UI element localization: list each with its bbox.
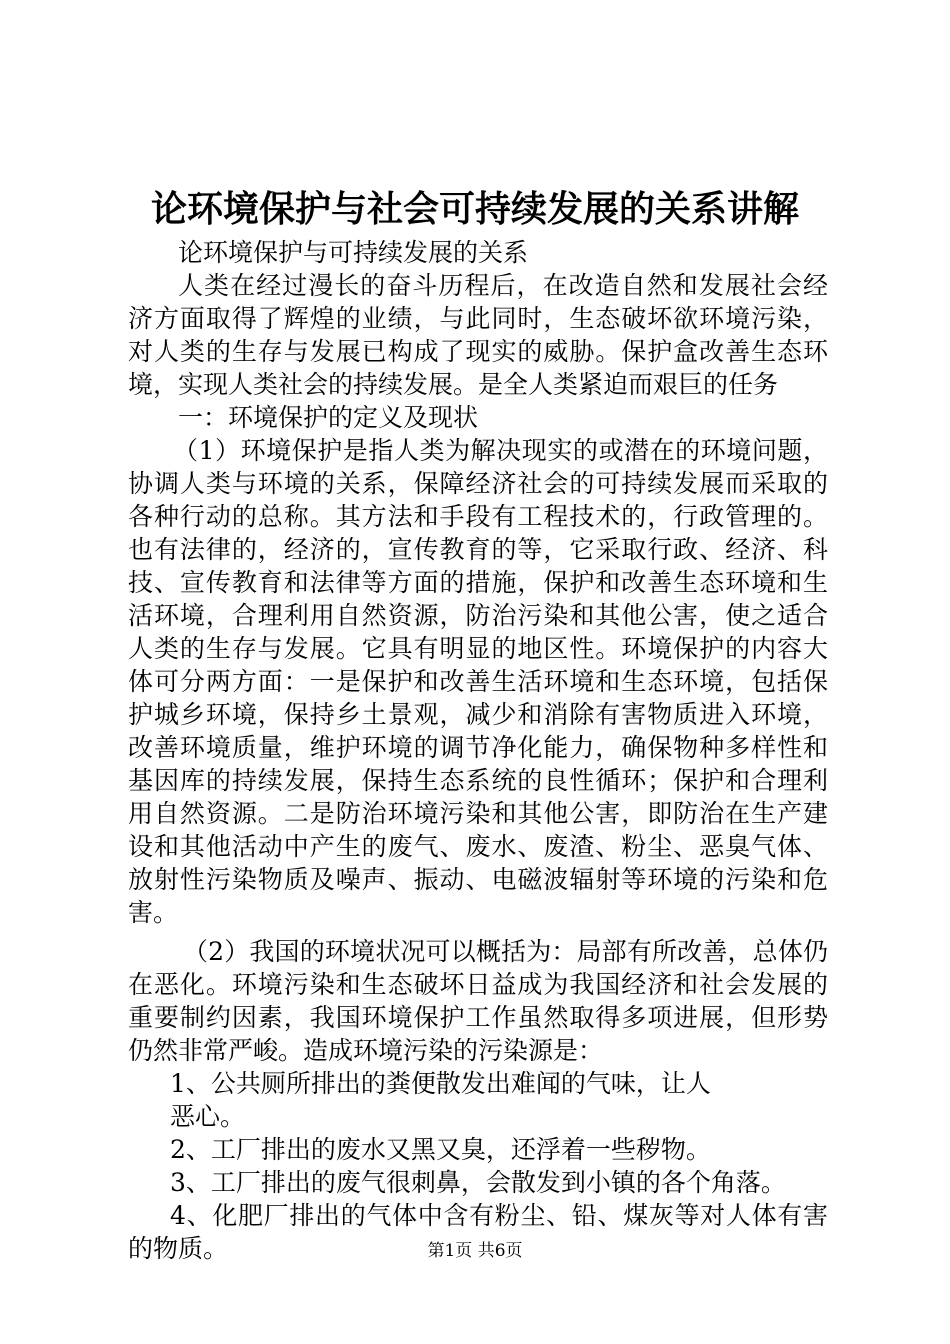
paragraph-line: 仍然非常严峻。造成环境污染的污染源是：	[128, 1036, 604, 1065]
list-item: 恶心。	[170, 1102, 246, 1131]
pollution-source-list	[128, 1067, 828, 1265]
intro-paragraph	[128, 269, 828, 401]
section-heading: 一：环境保护的定义及现状	[178, 403, 479, 432]
paragraph-line: 对人类的生存与发展已构成了现实的威胁。保护盒改善生态环	[128, 337, 828, 366]
paragraph-line: 境，实现人类社会的持续发展。是全人类紧迫而艰巨的任务	[128, 370, 779, 399]
list-item: 4、化肥厂排出的气体中含有粉尘、铅、煤灰等对人体有害	[170, 1201, 828, 1230]
paragraph-line: 协调人类与环境的关系，保障经济社会的可持续发展而采取的	[128, 469, 828, 498]
paragraph-line: 也有法律的，经济的，宣传教育的等，它采取行政、经济、科	[128, 535, 828, 564]
paragraph-line: 设和其他活动中产生的废气、废水、废渣、粉尘、恶臭气体、	[128, 832, 828, 861]
page-number-footer: 第1页 共6页	[427, 1241, 523, 1261]
paragraph-line: 重要制约因素，我国环境保护工作虽然取得多项进展，但形势	[128, 1003, 828, 1032]
paragraph-line: 基因库的持续发展，保持生态系统的良性循环；保护和合理利	[128, 766, 828, 795]
paragraph-line: （2）我国的环境状况可以概括为：局部有所改善，总体仍	[183, 937, 828, 966]
paragraph-line: 技、宣传教育和法律等方面的措施，保护和改善生态环境和生	[128, 568, 828, 597]
paragraph-2	[128, 935, 828, 1067]
list-item: 3、工厂排出的废气很刺鼻，会散发到小镇的各个角落。	[170, 1168, 786, 1197]
paragraph-line: 活环境，合理利用自然资源，防治污染和其他公害，使之适合	[128, 601, 828, 630]
subtitle: 论环境保护与可持续发展的关系	[178, 238, 529, 267]
list-item: 的物质。	[128, 1234, 229, 1263]
document-body	[128, 236, 828, 1265]
paragraph-line: 各种行动的总称。其方法和手段有工程技术的，行政管理的。	[128, 502, 828, 531]
paragraph-line: 改善环境质量，维护环境的调节净化能力，确保物种多样性和	[128, 733, 828, 762]
list-item: 2、工厂排出的废水又黑又臭，还浮着一些秽物。	[170, 1135, 711, 1164]
paragraph-line: 济方面取得了辉煌的业绩，与此同时，生态破坏欲环境污染，	[128, 304, 828, 333]
paragraph-line: 放射性污染物质及噪声、振动、电磁波辐射等环境的污染和危	[128, 865, 828, 894]
paragraph-line: 害。	[128, 898, 179, 927]
paragraph-line: 人类在经过漫长的奋斗历程后，在改造自然和发展社会经	[178, 271, 828, 300]
paragraph-1	[128, 434, 828, 929]
paragraph-line: 体可分两方面：一是保护和改善生活环境和生态环境，包括保	[128, 667, 828, 696]
paragraph-line: 护城乡环境，保持乡土景观，减少和消除有害物质进入环境，	[128, 700, 828, 729]
paragraph-line: 在恶化。环境污染和生态破坏日益成为我国经济和社会发展的	[128, 970, 828, 999]
list-item: 1、公共厕所排出的粪便散发出难闻的气味，让人	[170, 1069, 711, 1098]
paragraph-line: （1）环境保护是指人类为解决现实的或潜在的环境问题，	[173, 436, 828, 465]
paragraph-line: 人类的生存与发展。它具有明显的地区性。环境保护的内容大	[128, 634, 828, 663]
document-title: 论环境保护与社会可持续发展的关系讲解	[150, 189, 799, 230]
paragraph-line: 用自然资源。二是防治环境污染和其他公害，即防治在生产建	[128, 799, 828, 828]
